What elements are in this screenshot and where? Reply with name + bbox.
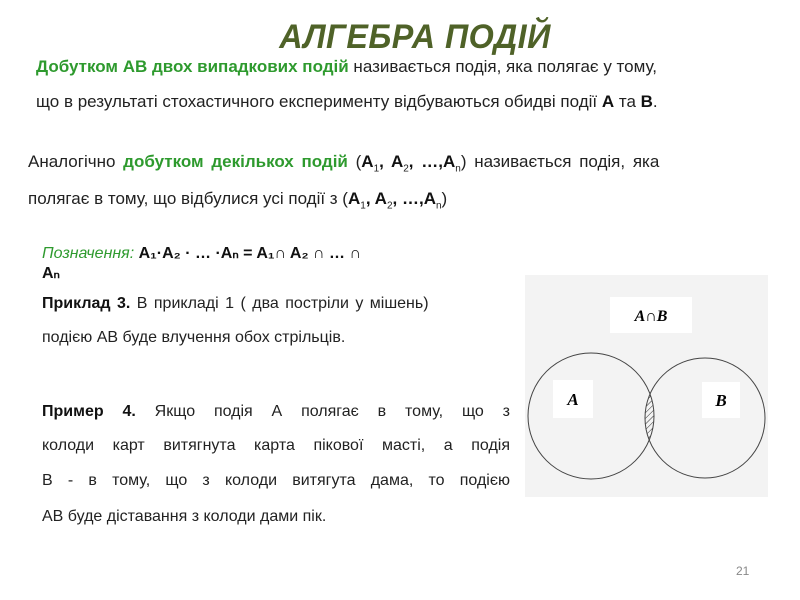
text: …, (421, 152, 443, 171)
text: , (379, 152, 391, 171)
example-label: Приклад 3. (42, 295, 131, 312)
formula: A₁·A₂ · … ·Aₙ = A₁∩ A₂ ∩ … ∩ (138, 245, 362, 262)
text: А (601, 92, 615, 111)
page-number: 21 (736, 564, 750, 578)
label-a: A (567, 390, 579, 409)
label-b: B (715, 391, 727, 410)
slide-title: АЛГЕБРА ПОДІЙ (279, 18, 551, 56)
text: , (408, 152, 422, 171)
text: A (442, 152, 456, 171)
text: В прикладі 1 ( два постріли у мішень) (130, 295, 429, 312)
text: називається подія, яка полягає у тому, (348, 57, 658, 76)
text: A (374, 189, 387, 208)
example3-line2: подією АВ буде влучення обох стрільців. (42, 329, 346, 346)
text: 2 (403, 163, 409, 175)
text: n (455, 163, 461, 175)
label-intersection: A∩B (634, 308, 668, 325)
text: A (390, 152, 404, 171)
example-label: Пример 4. (42, 403, 136, 420)
text: , (365, 189, 375, 208)
text: n (435, 200, 442, 212)
example4-line4: АВ буде діставання з колоди дами пік. (42, 508, 327, 525)
text: …, (401, 189, 424, 208)
term: Добутком АВ двох випадкових подій (36, 57, 349, 76)
example4-line2: колоди карт витягнута карта пікової масті, а подія (42, 437, 510, 454)
notation-label: Позначення: (42, 245, 135, 262)
text: Аналогічно (28, 152, 124, 171)
text: . (652, 92, 658, 111)
text: A (347, 189, 361, 208)
text: полягає в тому, що відбулися усі події з ( (28, 189, 348, 208)
text: В (640, 92, 653, 111)
text: , (392, 189, 402, 208)
text: A (423, 189, 436, 208)
text: ) називається подія, яка (460, 152, 660, 171)
text: 1 (360, 200, 366, 212)
formula: Aₙ (42, 265, 60, 282)
text: A (361, 152, 374, 171)
text: та (614, 92, 641, 111)
text: ( (347, 152, 362, 171)
text: 2 (386, 200, 393, 212)
text: Якщо подія А полягає в тому, що з (135, 403, 511, 420)
text: ) (441, 189, 448, 208)
term: добутком декількох подій (123, 152, 348, 171)
text: що в результаті стохастичного експерименту відбуваються обидві події (36, 92, 602, 111)
example4-line3: В - в тому, що з колоди витягута дама, то подією (42, 472, 510, 489)
text: 1 (373, 163, 380, 175)
